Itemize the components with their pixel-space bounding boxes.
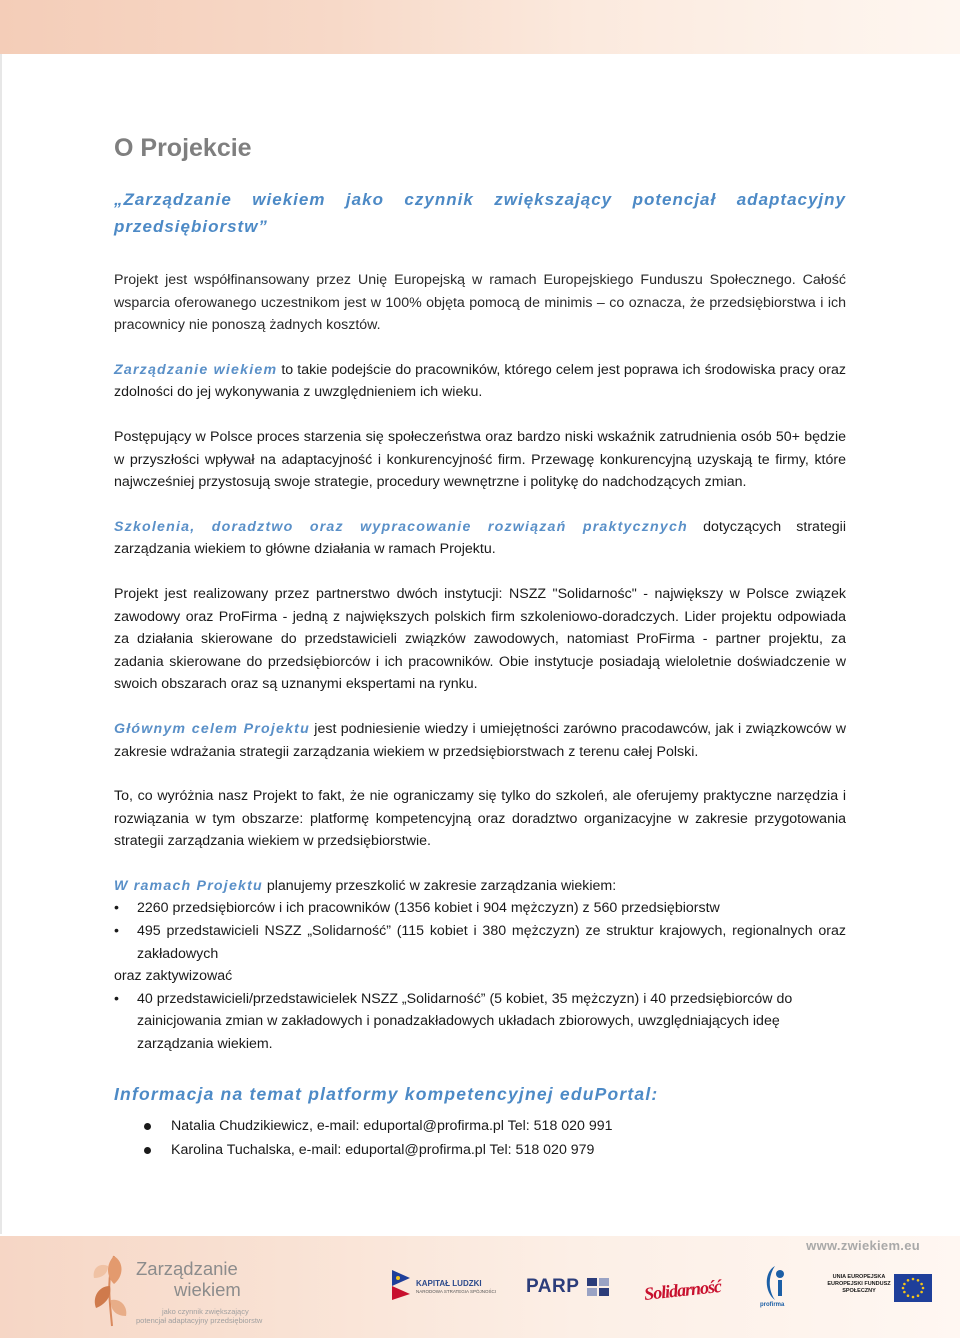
paragraph-text: to takie podejście do pracowników, którego celem jest poprawa ich środowiska pracy oraz zdolności do jej wykonywania z uwzględnieniem ich wieku. <box>114 361 846 401</box>
logo-title-line: Zarządzanie <box>136 1258 238 1279</box>
kl-title: KAPITAŁ LUDZKI <box>416 1279 482 1288</box>
parp-logo <box>526 1276 611 1298</box>
contact-item <box>114 1138 846 1162</box>
list-item <box>114 988 846 1056</box>
kl-subtitle: NARODOWA STRATEGIA SPÓJNOŚCI <box>416 1289 497 1294</box>
eu-fund-logo <box>822 1272 932 1308</box>
solidarnosc-logo <box>640 1272 722 1312</box>
parp-text: PARP <box>526 1276 580 1298</box>
logo-tagline-line: potencjał adaptacyjny przedsiębiorstw <box>136 1315 263 1325</box>
profirma-text: profirma <box>760 1302 785 1308</box>
solidarnosc-text: Solidarność <box>643 1276 722 1304</box>
eu-flag-icon <box>894 1274 932 1302</box>
document-body <box>114 128 846 1162</box>
profirma-logo <box>756 1264 796 1314</box>
bullet-icon: • <box>114 990 119 1007</box>
paragraph-goal <box>114 718 846 763</box>
paragraph-partnership: Projekt jest realizowany przez partnerstwo dwóch instytucji: NSZZ "Solidarnośc" - największy w Polsce związek zawodowy oraz ProFirma - jedną z największych polskich firm szkoleniowo-doradczych. Lider projektu odpowiada za działania skierowane do przedstawicieli związków zawodowych, natomiast ProFirma - partner projektu, za zadania skierowane do przedsiębiorców i ich pracowników. Obie instytucje posiadają wieloletnie doświadczenie w swoich obszarach oraz są uznanymi ekspertami na rynku. <box>114 585 846 693</box>
highlight-text: Zarządzanie wiekiem <box>114 361 278 378</box>
logo-title-line: wiekiem <box>174 1279 241 1300</box>
footer-band <box>0 1236 960 1338</box>
training-list <box>114 897 846 1055</box>
paragraph-text: dotyczących strategii zarządzania wiekiem to główne działania w ramach Projektu. <box>114 518 846 558</box>
parp-mark-icon <box>585 1276 611 1298</box>
leaf-logo-icon <box>84 1242 134 1328</box>
bullet-icon: • <box>114 900 119 917</box>
paragraph-text: jest podniesienie wiedzy i umiejętności zarówno pracodawców, jak i związkowców w zakresie wdrażania strategii zarządzania wiekiem w przedsiębiorstwach z terenu całej Polski. <box>114 720 846 760</box>
contact-text[interactable]: Natalia Chudzikiewicz, e-mail: eduportal@profirma.pl Tel: 518 020 991 <box>171 1117 613 1134</box>
kapital-ludzki-logo <box>390 1268 502 1306</box>
contact-item <box>114 1114 846 1138</box>
logo-tagline-line: jako czynnik zwiększający <box>162 1307 249 1316</box>
paragraph-text: Przewagę konkurencyjną uzyskają te firmy, które najwcześniej przystosują swoje strategie, procedury wewnętrzne i politykę do nadchodzących zmian. <box>114 451 846 491</box>
contact-text[interactable]: Karolina Tuchalska, e-mail: eduportal@profirma.pl Tel: 518 020 979 <box>171 1141 595 1158</box>
list-item-text: 40 przedstawicieli/przedstawicielek NSZZ „Solidarność” (5 kobiet, 35 mężczyzn) i 40 przedsiębiorców do zainicjowania zmian w zakładowych i ponadzakładowych układach zbiorowych, uwzględniających ideę zarządzania wiekiem. <box>137 990 793 1053</box>
eu-text: UNIA EUROPEJSKA EUROPEJSKI FUNDUSZ SPOŁECZNY <box>827 1274 891 1294</box>
bullet-icon <box>144 1123 151 1130</box>
website-url[interactable]: www.zwiekiem.eu <box>806 1238 920 1253</box>
highlight-text: W ramach Projektu <box>114 877 263 894</box>
project-logo <box>84 1242 274 1328</box>
list-item <box>114 920 846 965</box>
star-flag-icon <box>390 1268 412 1302</box>
logo-title <box>136 1258 241 1300</box>
contact-heading: Informacja na temat platformy kompetencyjnej eduPortal: <box>114 1083 659 1104</box>
list-item <box>114 897 846 920</box>
highlight-text: Głównym celem Projektu <box>114 720 310 737</box>
paragraph-activities <box>114 516 846 561</box>
bullet-icon <box>144 1147 151 1154</box>
paragraph-training-plan <box>114 875 846 898</box>
list-item-text: 495 przedstawicieli NSZZ „Solidarność” (115 kobiet i 380 mężczyzn) ze struktur krajowych, regionalnych oraz zakładowych <box>137 923 846 962</box>
paragraph-definition <box>114 359 846 404</box>
highlight-text: Szkolenia, doradztwo oraz wypracowanie rozwiązań praktycznych <box>114 518 688 535</box>
top-decorative-band <box>0 0 960 54</box>
paragraph-distinction: To, co wyróżnia nasz Projekt to fakt, że nie ograniczamy się tylko do szkoleń, ale oferujemy praktyczne narzędzia i rozwiązania w tym obszarze: platformę kompetencyjną oraz doradztwo organizacyjne w zakresie przygotowania strategii zarządzania wiekiem w przedsiębiorstwie. <box>114 788 846 850</box>
project-subtitle: „Zarządzanie wiekiem jako czynnik zwiększający potencjał adaptacyjny przedsiębiorstw” <box>114 190 846 236</box>
list-continuation: oraz zaktywizować <box>114 968 233 985</box>
page-edge <box>0 54 2 1234</box>
paragraph-demographics <box>114 426 846 494</box>
list-item-text: 2260 przedsiębiorców i ich pracowników (1356 kobiet i 904 mężczyzn) z 560 przedsiębiorstw <box>137 900 720 917</box>
paragraph-text: planujemy przeszkolić w zakresie zarządzania wiekiem: <box>262 877 617 894</box>
paragraph-text: Postępujący w Polsce proces starzenia się społeczeństwa oraz bardzo niski wskaźnik zatrudnienia osób 50+ będzie w przyszłości wpływał na adaptacyjność i konkurencyjność firm. <box>114 428 846 468</box>
contact-list <box>114 1114 846 1162</box>
paragraph-funding: Projekt jest współfinansowany przez Unię Europejską w ramach Europejskiego Funduszu Społecznego. Całość wsparcia oferowanego uczestnikom jest w 100% objęta pomocą de minimis – co oznacza, że przedsiębiorstwa i ich pracownicy nie ponoszą żadnych kosztów. <box>114 272 846 334</box>
page-title: O Projekcie <box>114 134 252 162</box>
bullet-icon: • <box>114 923 119 940</box>
profirma-mark-icon <box>758 1264 792 1302</box>
logo-tagline <box>136 1307 263 1325</box>
eu-stars-icon <box>894 1274 932 1302</box>
